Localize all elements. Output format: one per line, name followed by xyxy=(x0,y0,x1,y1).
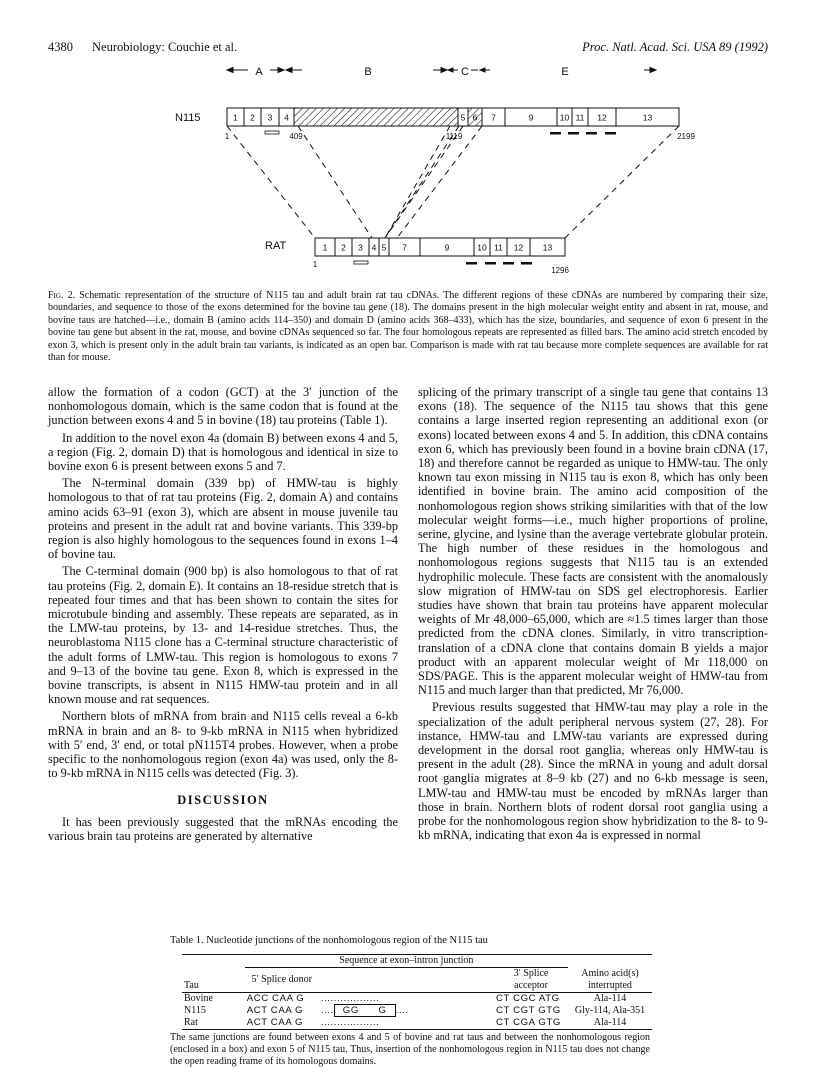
left-paragraph-4: The C-terminal domain (900 bp) is also homologous to that of rat tau proteins (Fig. 2, domain E). It contains an 18-residue stretch that is repeated four times and that has been shown to contain the sites for microtubule binding and assembly. These repeats are separated, as in the LMW-tau proteins, by 13- and 14-residue stretches. Thus, the neuroblastoma N115 clone has a C-terminal structure characteristic of the adult forms of LMW-tau. This region is homologous to exons 7 and 9–13 of the bovine tau gene. Exon 8, which is expressed in the bovine transcripts, is absent in N115 HMW-tau protein and in all known mouse and rat sequences. xyxy=(48,564,398,707)
region-label-c: C xyxy=(461,66,469,78)
journal-citation: Proc. Natl. Acad. Sci. USA 89 (1992) xyxy=(582,40,768,54)
middle-dots-pre: .... xyxy=(320,1005,334,1016)
page-number: 4380 xyxy=(48,40,73,54)
right-paragraph-2: Previous results suggested that HMW-tau may play a role in the specialization of the adult peripheral nervous system (27, 28). For instance, HMW-tau and LMW-tau variants are expressed during development in the dorsal root ganglia, whereas only HMW-tau is present in the adult (28). Since the mRNA in young and adult dorsal root ganglia migrates at 8–9 kb (27) and no 6-kb message is seen, LMW-tau and HMW-tau must be encoded by mRNAs larger than those in brain. Northern blots of rodent dorsal root ganglia using a probe for the nonhomologous region show hybridization to the 8- to 9-kb mRNA, indicating that exon 4a is expressed in normal xyxy=(418,700,768,843)
table-cell-tau: Bovine xyxy=(184,993,213,1004)
n115-repeat-bar xyxy=(605,132,616,135)
table-cell-donor: ACC CAA G xyxy=(246,993,305,1004)
rat-exon-label: 13 xyxy=(542,242,553,253)
n115-cdna-bar xyxy=(227,108,679,135)
table-row xyxy=(182,993,652,1006)
left-paragraph-6: It has been previously suggested that the mRNAs encoding the various brain tau proteins are generated by alternative xyxy=(48,814,398,843)
table-header-tau: Tau xyxy=(182,968,245,993)
table-footnote: The same junctions are found between exons 4 and 5 of bovine and rat taus and between the nonhomologous region (enclosed in a box) and exon 5 of N115 tau. Thus, insertion of the nonhomologous region in N115 tau does not change the open reading frame of its homologous domains. xyxy=(170,1032,650,1067)
n115-repeat-bar xyxy=(550,132,561,135)
table-header-aa: Amino acid(s) interrupted xyxy=(568,968,652,993)
running-head: Neurobiology: Couchie et al. xyxy=(92,40,238,54)
n115-exon-label: 6 xyxy=(472,112,478,123)
n115-exon-label: 7 xyxy=(491,112,496,123)
table-row xyxy=(182,1017,652,1030)
rat-exon-label: 1 xyxy=(322,242,328,253)
table-cell-aa: Ala-114 xyxy=(568,1017,652,1030)
discussion-heading: DISCUSSION xyxy=(177,793,269,808)
n115-pos-409: 409 xyxy=(289,132,303,141)
n115-exon-label: 11 xyxy=(575,112,585,123)
rat-pos-1296: 1296 xyxy=(551,266,569,275)
table-cell-tau: Rat xyxy=(182,1017,245,1030)
rat-repeat-bar xyxy=(503,262,514,265)
n115-exon-label: 5 xyxy=(460,112,466,123)
rat-pos-1: 1 xyxy=(312,260,318,269)
n115-exon-label: 10 xyxy=(559,112,570,123)
rat-exon-label: 7 xyxy=(402,242,407,253)
rat-exon-label: 3 xyxy=(358,242,363,253)
rat-exon-label: 12 xyxy=(513,242,524,253)
left-paragraph-2: In addition to the novel exon 4a (domain B) between exons 4 and 5, a region (Fig. 2, domain D) that is homologous and identical in size to bovine exon 6 is present between exons 5 and 7. xyxy=(48,430,398,474)
table-row xyxy=(182,1005,652,1017)
rat-exon-label: 10 xyxy=(477,242,487,253)
n115-exon-label: 12 xyxy=(597,112,607,123)
table-cell-aa: Gly-114, Ala-351 xyxy=(574,1005,646,1016)
rat-repeat-bar xyxy=(521,262,532,265)
rat-exon3-open-bar xyxy=(354,261,368,264)
table-cell-donor: ACT CAA G xyxy=(246,1005,304,1016)
table-cell-tau: N115 xyxy=(184,1005,206,1016)
n115-exon-label: 4 xyxy=(284,112,289,123)
left-paragraph-1: allow the formation of a codon (GCT) at the 3′ junction of the nonhomologous domain, which is the same codon that is found at the junction between exons 4 and 5 in bovine (18) tau proteins (Table 1). xyxy=(48,385,398,428)
rat-exon-label: 4 xyxy=(371,242,377,253)
n115-repeat-bar xyxy=(586,132,597,135)
n115-exon-label: 1 xyxy=(233,112,238,123)
table-cell-middle: .................. xyxy=(319,1017,494,1030)
table-cell-middle xyxy=(319,1005,494,1017)
n115-pos-1119: 1119 xyxy=(445,132,463,141)
figure-2-diagram xyxy=(0,0,816,290)
rat-exon-label: 9 xyxy=(444,242,450,253)
right-paragraph-1: splicing of the primary transcript of a single tau gene that contains 13 exons (18). The sequence of the N115 tau shows that this gene contains a large inserted region representing an additional exon (or exons) located between exons 4 and 5. In addition, this cDNA contains exon 6, which has previously been found in a bovine brain cDNA (17, 18) and therefore cannot be regarded as unique to HMW-tau. The only known tau exon missing in N115 tau is exon 8, which has only been identified in bovine brain. The amino acid composition of the nonhomologous region shows striking similarities with that of the low molecular weight forms—i.e., much higher proportions of proline, serine, glycine, and lysine than the average vertebrate globular protein. The high number of these residues in the homologous and nonhomologous regions suggests that N115 tau is an extended hydrophilic molecule. These facts are consistent with the anomalously slow migration of HMW-tau on SDS gel electrophoresis. Earlier studies have shown that brain tau proteins have apparent molecular weights of Mr 48,000–65,000, which are ≈1.5 times larger than those predicted from the cDNA clones. Similarly, in vitro transcription-translation of a cDNA clone that contains domain B yields a major product with an apparent molecular weight of Mr 118,000 on SDS/PAGE. This is the apparent molecular weight of HMW-tau from N115 and much larger than that predicted, Mr 76,000. xyxy=(418,385,768,698)
rat-repeat-bar xyxy=(466,262,477,265)
caption-text: Schematic representation of the structure of N115 tau and adult brain rat tau cDNAs. The different regions of these cDNAs are numbered by comparing their size, boundaries, and sequence to those of the exons determined for the bovine tau gene (18). The domains present in the high molecular weight entity and absent in rat, mouse, and bovine taus are hatched—i.e., domain B (amino acids 114–350) and domain D (amino acids 368–433), which has the size, boundaries, and sequence of exon 6 present in the bovine tau gene but absent in the rat, mouse, and bovine cDNAs sequenced so far. The four homologous repeats are represented as filled bars. The amino acid stretch encoded by exon 3, which is present only in the adult brain tau variants, is indicated as an open bar. Comparison is made with rat tau because more complete sequences are available for rat than for mouse. xyxy=(48,290,768,364)
rat-exon-label: 5 xyxy=(381,242,387,253)
left-column xyxy=(48,385,398,843)
rat-exon-label: 11 xyxy=(494,242,503,253)
table-cell-donor: ACT CAA G xyxy=(245,1017,319,1030)
middle-dots-post: .... xyxy=(395,1005,409,1016)
table-cell-middle: .................. xyxy=(320,993,380,1004)
left-paragraph-5: Northern blots of mRNA from brain and N115 cells reveal a 6-kb mRNA in brain and an 8- to 9-kb mRNA in N115 when hybridized with 5′ end, 3′ end, or total pN115T4 probes. However, when a probe specific to the nonhomologous region (exon 4a) was used, only the 8- to 9-kb mRNA in N115 cells was detected (Fig. 3). xyxy=(48,709,398,781)
correspondence-lines xyxy=(224,126,679,238)
table-span-header: Sequence at exon–intron junction xyxy=(245,955,568,968)
n115-repeat-bar xyxy=(568,132,579,135)
n115-segment xyxy=(294,108,458,126)
table-cell-aa: Ala-114 xyxy=(593,993,627,1004)
table-1 xyxy=(182,954,652,1030)
n115-pos-2199: 2199 xyxy=(677,132,695,141)
n115-exon3-open-bar xyxy=(265,131,279,134)
rat-label: RAT xyxy=(265,240,287,252)
left-paragraph-3: The N-terminal domain (339 bp) of HMW-tau is highly homologous to that of rat tau proteins (Fig. 2, domain A) and contains amino acids 63–91 (exon 3), which are absent in mouse juvenile tau proteins and present in the adult rat and bovine variants. This 339-bp region is also highly homologous to the sequences found in exons 1–4 of bovine tau. xyxy=(48,476,398,562)
table-title: Table 1. Nucleotide junctions of the nonhomologous region of the N115 tau xyxy=(170,935,488,946)
n115-exon-label: 13 xyxy=(642,112,653,123)
caption-label: Fig. 2. xyxy=(48,290,76,301)
nonhomologous-box: GG G xyxy=(334,1004,396,1017)
n115-pos-1: 1 xyxy=(224,132,230,141)
n115-exon-label: 3 xyxy=(267,112,273,123)
rat-cdna-bar xyxy=(315,238,565,265)
region-label-a: A xyxy=(255,66,263,78)
n115-exon-label: 9 xyxy=(528,112,534,123)
table-cell-acceptor: CT CGC ATG xyxy=(496,993,560,1004)
rat-exon-label: 2 xyxy=(341,242,346,253)
rat-repeat-bar xyxy=(485,262,496,265)
table-header-donor: 5′ Splice donor xyxy=(245,968,319,993)
n115-label: N115 xyxy=(175,112,201,124)
n115-exon-label: 2 xyxy=(250,112,255,123)
region-label-e: E xyxy=(561,66,569,78)
right-column xyxy=(418,385,768,843)
region-label-b: B xyxy=(364,66,372,78)
table-cell-acceptor: CT CGA GTG xyxy=(494,1017,568,1030)
table-header-acceptor: 3′ Splice acceptor xyxy=(494,968,568,993)
figure-caption xyxy=(48,290,768,364)
table-cell-acceptor: CT CGT GTG xyxy=(496,1005,561,1016)
